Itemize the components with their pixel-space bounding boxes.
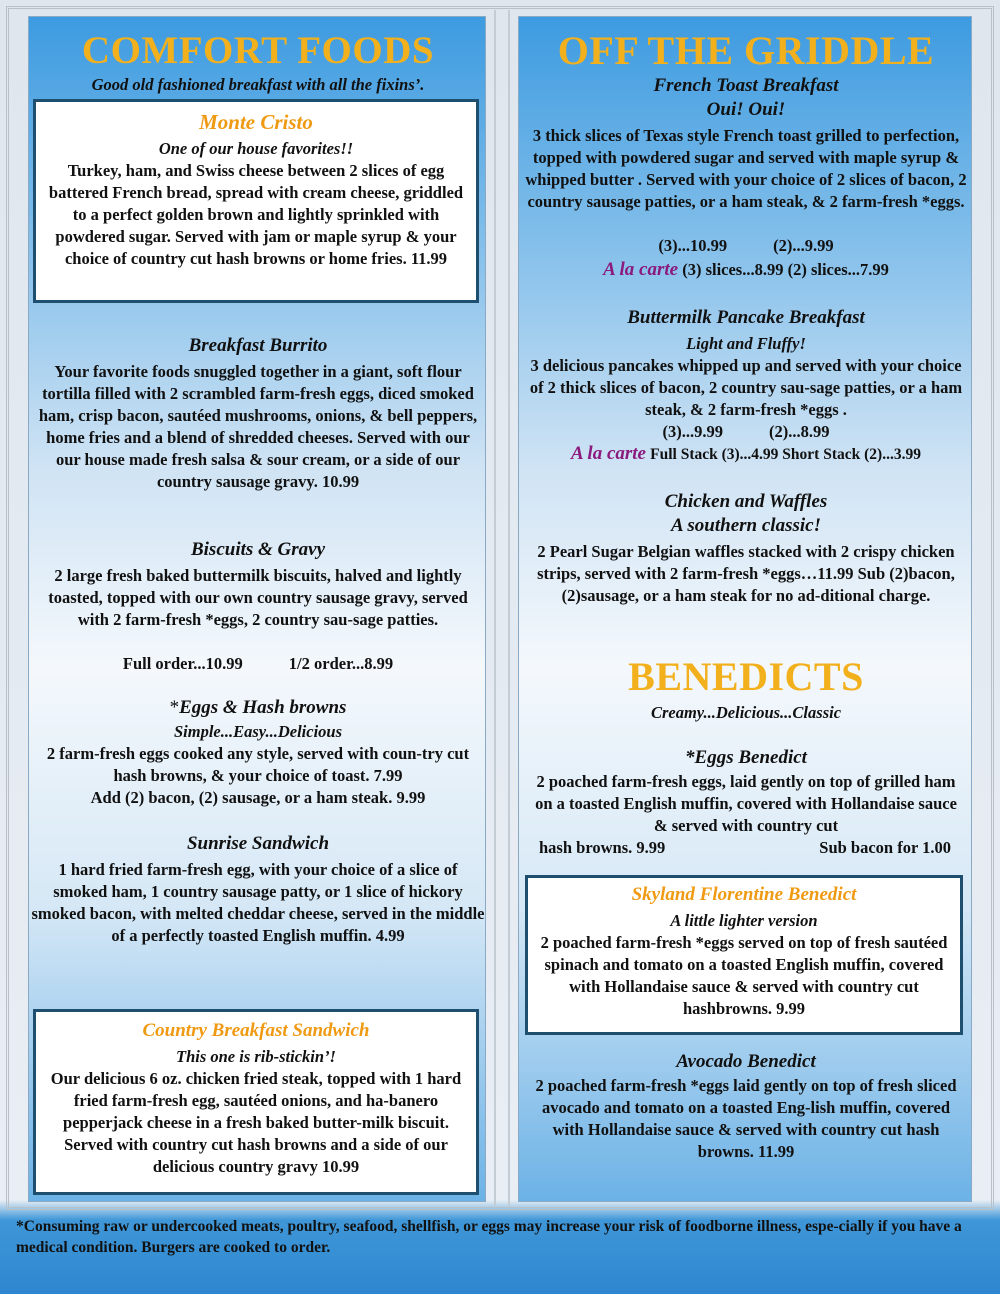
country-breakfast-subtitle: This one is rib-stickin’! [176,1047,336,1066]
eggs-hash-description: 2 farm-fresh eggs cooked any style, served with coun-try cut hash browns, & your choice of toast. 7.99 [46,744,470,785]
pancake-alacarte-label: A la carte [571,443,646,464]
pancake-price-2: (2)...8.99 [769,422,830,441]
pancake-title: Buttermilk Pancake Breakfast [627,307,865,328]
pancake-alacarte [519,443,973,466]
griddle-column [518,16,972,1202]
monte-cristo-box [33,99,479,303]
benedicts-title: BENEDICTS [628,654,864,699]
eggs-hash-title-text: Eggs & Hash browns [179,697,347,718]
eggs-hash-add-on: Add (2) bacon, (2) sausage, or a ham steak. 9.99 [90,788,426,807]
eggs-benedict-sub-bacon: Sub bacon for 1.00 [819,838,951,857]
florentine-description: 2 poached farm-fresh *eggs served on top of fresh sautéed spinach and tomato on a toasted English muffin, covered with Hollandaise sauce & served with country cut hashbrowns. 9.99 [540,933,948,1018]
country-breakfast-description: Our delicious 6 oz. chicken fried steak, topped with 1 hard fried farm-fresh egg, sautéed onions, and ha-banero pepperjack cheese in a fresh baked butter-milk biscuit. Served with country cut hash browns and a side of our delicious country gravy 10.99 [50,1069,462,1176]
comfort-foods-tagline: Good old fashioned breakfast with all the fixins’. [91,75,425,94]
french-toast-price-2: (2)...9.99 [773,236,834,255]
sunrise-sandwich-description: 1 hard fried farm-fresh egg, with your choice of a slice of smoked ham, 1 country sausage patty, or 1 slice of hickory smoked bacon, with melted cheddar cheese, served in the middle of a perfectly toasted English muffin. 4.99 [31,860,485,945]
off-the-griddle-title: OFF THE GRIDDLE [557,28,935,73]
french-toast-alacarte-label: A la carte [603,259,679,280]
pancake-alacarte-prices: Full Stack (3)...4.99 Short Stack (2)...3.99 [650,446,921,463]
biscuits-gravy-price-full: Full order...10.99 [122,654,243,673]
french-toast-price-3: (3)...10.99 [658,236,728,255]
column-divider-right [508,10,510,1206]
french-toast-subtitle: Oui! Oui! [706,99,786,120]
sunrise-sandwich-title: Sunrise Sandwich [186,833,330,854]
pancake-subtitle: Light and Fluffy! [686,334,806,353]
monte-cristo-description: Turkey, ham, and Swiss cheese between 2 slices of egg battered French bread, spread with cream cheese, griddled to a perfect golden brown and lightly sprinkled with powdered sugar. Served with jam or maple syrup & your choice of country cut hash browns or home fries. 11.99 [48,161,464,268]
comfort-foods-title: COMFORT FOODS [81,29,435,72]
food-safety-disclaimer: *Consuming raw or undercooked meats, poultry, seafood, shellfish, or eggs may increase your risk of foodborne illness, espe-cially if you have a medical condition. Burgers are cooked to order. [16,1218,962,1256]
avocado-benedict-description: 2 poached farm-fresh *eggs laid gently on top of fresh sliced avocado and tomato on a toasted Eng-lish muffin, covered with Hollandaise sauce & served with country cut hash browns. 11.99 [535,1076,957,1161]
eggs-hash-title [29,697,487,720]
country-breakfast-box [33,1009,479,1195]
eggs-benedict-price: hash browns. 9.99 [539,838,666,857]
breakfast-burrito-description: Your favorite foods snuggled together in a giant, soft flour tortilla filled with 2 scrambled farm-fresh eggs, diced smoked ham, crisp bacon, sautéed mushrooms, onions, & bell peppers, home fries and a blend of shredded cheeses. Served with our our house made fresh salsa & sour cream, or a side of our country sausage gravy. 10.99 [38,362,478,491]
biscuits-gravy-prices [29,653,487,675]
eggs-hash-title-star: * [169,697,180,718]
monte-cristo-subtitle: One of our house favorites!! [158,139,354,158]
breakfast-burrito-title: Breakfast Burrito [188,335,328,356]
comfort-foods-column [28,16,486,1202]
eggs-benedict-last-line [539,837,951,859]
pancake-prices [519,421,973,443]
pancake-price-3: (3)...9.99 [662,422,723,441]
chicken-waffles-description: 2 Pearl Sugar Belgian waffles stacked with 2 crispy chicken strips, served with 2 farm-fresh *eggs…11.99 Sub (2)bacon, (2)sausage, or a ham steak for no ad-ditional charge. [537,542,955,605]
biscuits-gravy-title: Biscuits & Gravy [190,539,326,560]
french-toast-alacarte-prices: (3) slices...8.99 (2) slices...7.99 [682,260,889,279]
french-toast-alacarte [519,259,973,281]
eggs-benedict-description: 2 poached farm-fresh eggs, laid gently on top of grilled ham on a toasted English muffin, covered with Hollandaise sauce & served with country cut [535,772,957,835]
column-divider-left [494,10,496,1206]
country-breakfast-title: Country Breakfast Sandwich [142,1020,370,1041]
florentine-box [525,875,963,1035]
french-toast-prices [519,235,973,257]
biscuits-gravy-price-half: 1/2 order...8.99 [288,654,394,673]
chicken-waffles-title: Chicken and Waffles [664,491,828,512]
biscuits-gravy-description: 2 large fresh baked buttermilk biscuits, halved and lightly toasted, topped with our own country sausage gravy, served with 2 farm-fresh *eggs, 2 country sau-sage patties. [48,566,468,629]
avocado-benedict-title: Avocado Benedict [676,1051,816,1072]
french-toast-description: 3 thick slices of Texas style French toast grilled to perfection, topped with powdered sugar and served with maple syrup & whipped butter . Served with your choice of 2 slices of bacon, 2 country sausage patties, or a ham steak, & 2 farm-fresh *eggs. [525,126,967,211]
eggs-hash-subtitle: Simple...Easy...Delicious [173,722,343,741]
pancake-description: 3 delicious pancakes whipped up and served with your choice of 2 thick slices of bacon, 2 country sau-sage patties, or a ham steak, & 2 farm-fresh *eggs . [529,356,963,419]
french-toast-title: French Toast Breakfast [653,75,839,96]
eggs-benedict-title: *Eggs Benedict [685,747,807,768]
chicken-waffles-subtitle: A southern classic! [671,515,821,536]
benedicts-tagline: Creamy...Delicious...Classic [650,703,842,722]
monte-cristo-title: Monte Cristo [199,110,313,134]
florentine-subtitle: A little lighter version [670,911,818,930]
florentine-title: Skyland Florentine Benedict [631,884,857,905]
